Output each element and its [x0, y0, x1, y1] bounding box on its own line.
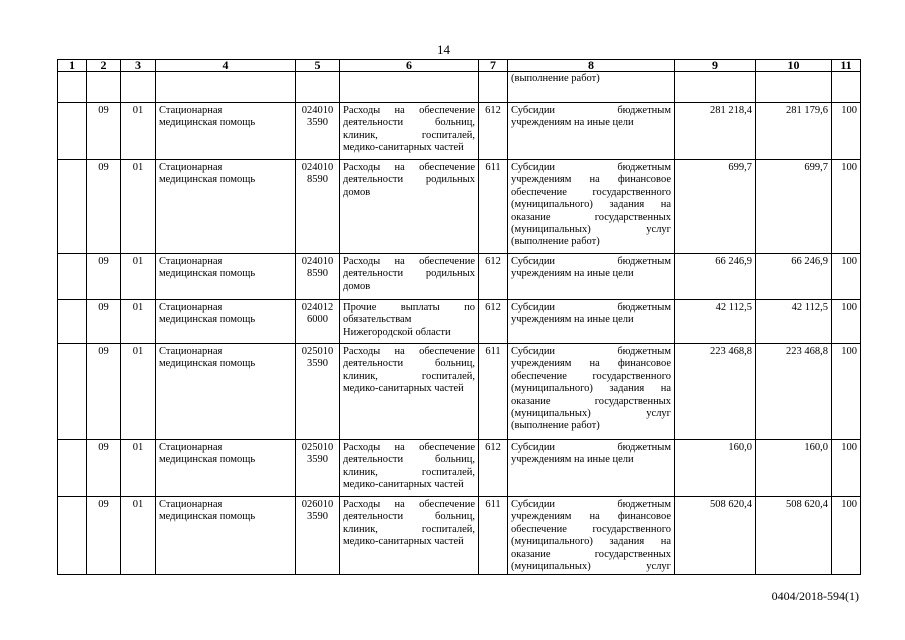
subsection-name — [156, 160, 296, 254]
word: обеспечение — [511, 523, 567, 535]
word: государственного — [592, 523, 671, 535]
word: (муниципальных) — [511, 408, 591, 420]
subsection-name — [156, 103, 296, 160]
text-line — [511, 314, 671, 326]
text-line — [343, 302, 475, 314]
expense-type-code: 611 — [479, 344, 508, 440]
text-line — [343, 314, 475, 326]
table-row — [58, 160, 861, 254]
word: родильных — [425, 268, 475, 280]
table-row — [58, 254, 861, 300]
expense-type-code: 612 — [479, 300, 508, 344]
execution-percent: 100 — [832, 300, 861, 344]
word: обеспечение — [419, 499, 475, 510]
target-article-code — [296, 160, 340, 254]
word: задания — [609, 383, 645, 395]
word: больниц, — [435, 117, 475, 129]
word: клиник, — [343, 129, 378, 141]
word: на — [660, 536, 671, 548]
table-row — [58, 440, 861, 497]
text-line: Стационарная — [159, 162, 223, 173]
text-line — [343, 268, 475, 280]
word: задания — [609, 199, 645, 211]
text-line — [343, 536, 475, 548]
text-line — [343, 454, 475, 466]
word: государственных — [594, 211, 671, 223]
text-line — [511, 117, 671, 129]
col1-cell — [58, 103, 87, 160]
subsection-code: 01 — [121, 344, 156, 440]
word: Субсидии — [511, 442, 556, 453]
text-line — [343, 142, 475, 154]
text-line: 025010 — [301, 442, 334, 453]
text-line — [343, 130, 475, 142]
word: Расходы — [343, 105, 381, 116]
text-line: 026010 — [301, 499, 334, 510]
executed-amount: 223 468,8 — [756, 344, 832, 440]
planned-amount: 66 246,9 — [675, 254, 756, 300]
word: клиник, — [343, 523, 378, 535]
subsection-code: 01 — [121, 160, 156, 254]
word: обеспечение — [419, 162, 475, 173]
text-line — [343, 187, 475, 199]
col1-cell — [58, 497, 87, 575]
word: на — [394, 499, 405, 510]
section-code: 09 — [87, 300, 121, 344]
text-line — [511, 420, 671, 432]
section-code: 09 — [87, 440, 121, 497]
text-line: Стационарная — [159, 346, 223, 357]
expense-type-name — [508, 344, 675, 440]
text-line — [511, 524, 671, 536]
word: государственных — [594, 395, 671, 407]
text-line: Стационарная — [159, 256, 223, 267]
text-line — [343, 479, 475, 491]
text-line — [511, 442, 671, 454]
word: госпиталей, — [421, 466, 475, 478]
word: медико-санитарных частей — [343, 142, 464, 154]
expense-type-code: 612 — [479, 254, 508, 300]
column-header: 2 — [87, 60, 121, 72]
table-row — [58, 300, 861, 344]
word: (муниципального) — [511, 383, 593, 395]
word: финансовое — [617, 358, 671, 370]
section-code: 09 — [87, 254, 121, 300]
column-header: 7 — [479, 60, 508, 72]
word: оказание — [511, 395, 551, 407]
planned-amount: 42 112,5 — [675, 300, 756, 344]
text-line: 024012 — [301, 302, 334, 313]
word: бюджетным — [617, 346, 671, 357]
expense-type-name — [508, 160, 675, 254]
expense-description — [340, 103, 479, 160]
table-row — [58, 497, 861, 575]
word: оказание — [511, 211, 551, 223]
execution-percent: 100 — [832, 103, 861, 160]
execution-percent: 100 — [832, 254, 861, 300]
word: деятельности — [343, 454, 404, 466]
word: на — [394, 442, 405, 453]
word: услуг — [646, 224, 671, 236]
text-line: Стационарная — [159, 499, 223, 510]
word: (муниципального) — [511, 199, 593, 211]
word: обеспечение — [419, 256, 475, 267]
text-line: медицинская помощь — [159, 268, 256, 280]
text-line — [343, 162, 475, 174]
target-article-code — [296, 300, 340, 344]
col1-cell — [58, 440, 87, 497]
text-line — [511, 346, 671, 358]
word: на — [589, 358, 600, 370]
column-header: 1 — [58, 60, 87, 72]
word: медико-санитарных частей — [343, 536, 464, 548]
word: деятельности — [343, 511, 404, 523]
word: больниц, — [435, 358, 475, 370]
expense-type-code: 612 — [479, 103, 508, 160]
text-line: Стационарная — [159, 105, 223, 116]
word: (муниципальных) — [511, 224, 591, 236]
text-line — [343, 358, 475, 370]
text-line — [343, 281, 475, 293]
word: Расходы — [343, 346, 381, 357]
word: на — [660, 383, 671, 395]
executed-amount: 281 179,6 — [756, 103, 832, 160]
planned-amount: 223 468,8 — [675, 344, 756, 440]
word: государственного — [592, 370, 671, 382]
word: государственных — [594, 548, 671, 560]
text-line: 024010 — [301, 105, 334, 116]
text-line — [511, 236, 671, 248]
text-line: 8590 — [307, 268, 328, 280]
word: деятельности — [343, 268, 404, 280]
word: клиник, — [343, 370, 378, 382]
word: бюджетным — [617, 302, 671, 313]
text-line: 024010 — [301, 256, 334, 267]
text-line — [343, 511, 475, 523]
word: медико-санитарных частей — [343, 383, 464, 395]
subsection-code: 01 — [121, 440, 156, 497]
word: родильных — [425, 174, 475, 186]
word: обеспечение — [419, 346, 475, 357]
word: по — [464, 302, 475, 313]
word: Расходы — [343, 256, 381, 267]
expense-description — [340, 440, 479, 497]
column-header: 6 — [340, 60, 479, 72]
expense-type-code: 612 — [479, 440, 508, 497]
word: задания — [609, 536, 645, 548]
expense-description — [340, 497, 479, 575]
planned-amount: 508 620,4 — [675, 497, 756, 575]
text-line: медицинская помощь — [159, 358, 256, 370]
subsection-name — [156, 497, 296, 575]
word: бюджетным — [617, 256, 671, 267]
word: на — [394, 346, 405, 357]
text-line — [511, 224, 671, 236]
table-body — [58, 72, 861, 575]
execution-percent: 100 — [832, 344, 861, 440]
text-line — [343, 174, 475, 186]
word: учреждениям — [511, 358, 572, 370]
execution-percent: 100 — [832, 160, 861, 254]
text-line — [343, 499, 475, 511]
text-line — [511, 268, 671, 280]
word: Субсидии — [511, 499, 556, 510]
word: услуг — [646, 561, 671, 573]
word: обеспечение — [511, 370, 567, 382]
column-header: 3 — [121, 60, 156, 72]
text-line — [343, 105, 475, 117]
word: обеспечение — [511, 186, 567, 198]
executed-amount: 42 112,5 — [756, 300, 832, 344]
continuation-text: (выполнение работ) — [508, 72, 675, 103]
text-line — [511, 256, 671, 268]
text-line: медицинская помощь — [159, 174, 256, 186]
word: Расходы — [343, 162, 381, 173]
word: больниц, — [435, 511, 475, 523]
executed-amount: 508 620,4 — [756, 497, 832, 575]
word: бюджетным — [617, 499, 671, 510]
planned-amount: 699,7 — [675, 160, 756, 254]
word: на — [394, 162, 405, 173]
word: выплаты — [400, 302, 440, 313]
word: государственного — [592, 186, 671, 198]
planned-amount: 281 218,4 — [675, 103, 756, 160]
expense-type-name — [508, 103, 675, 160]
text-line: 3590 — [307, 117, 328, 129]
text-line: медицинская помощь — [159, 454, 256, 466]
text-line: 025010 — [301, 346, 334, 357]
word: на — [589, 174, 600, 186]
text-line — [343, 371, 475, 383]
text-line: 3590 — [307, 511, 328, 523]
word: обязательствам — [343, 314, 412, 326]
word: на — [589, 511, 600, 523]
word: (выполнение работ) — [511, 236, 600, 248]
column-header: 10 — [756, 60, 832, 72]
col1-cell — [58, 344, 87, 440]
text-line — [511, 105, 671, 117]
word: услуг — [646, 408, 671, 420]
section-code: 09 — [87, 103, 121, 160]
table-row — [58, 344, 861, 440]
word: Субсидии — [511, 105, 556, 116]
page-number: 14 — [437, 42, 450, 57]
word: госпиталей, — [421, 523, 475, 535]
text-line — [511, 162, 671, 174]
expense-type-code: 611 — [479, 497, 508, 575]
text-line: 6000 — [307, 314, 328, 326]
subsection-code: 01 — [121, 254, 156, 300]
word: учреждениям на иные цели — [511, 454, 634, 466]
text-line: Стационарная — [159, 442, 223, 453]
text-line — [511, 174, 671, 186]
text-line — [511, 549, 671, 561]
text-line: медицинская помощь — [159, 117, 256, 129]
word: деятельности — [343, 117, 404, 129]
word: клиник, — [343, 466, 378, 478]
section-code: 09 — [87, 160, 121, 254]
word: (выполнение работ) — [511, 420, 600, 432]
col1-cell — [58, 254, 87, 300]
word: учреждениям — [511, 511, 572, 523]
expense-description — [340, 254, 479, 300]
text-line: 3590 — [307, 454, 328, 466]
word: на — [394, 256, 405, 267]
header-row — [58, 60, 861, 72]
budget-table — [57, 59, 861, 575]
execution-percent: 100 — [832, 497, 861, 575]
planned-amount: 160,0 — [675, 440, 756, 497]
col1-cell — [58, 300, 87, 344]
word: Субсидии — [511, 346, 556, 357]
text-line — [511, 396, 671, 408]
expense-type-name — [508, 440, 675, 497]
text-line — [343, 117, 475, 129]
word: учреждениям — [511, 174, 572, 186]
subsection-name — [156, 254, 296, 300]
text-line — [511, 371, 671, 383]
word: деятельности — [343, 174, 404, 186]
word: учреждениям на иные цели — [511, 268, 634, 280]
word: медико-санитарных частей — [343, 479, 464, 491]
word: Расходы — [343, 499, 381, 510]
column-header: 9 — [675, 60, 756, 72]
subsection-name — [156, 440, 296, 497]
text-line — [511, 408, 671, 420]
word: Субсидии — [511, 256, 556, 267]
text-line — [511, 187, 671, 199]
column-header: 5 — [296, 60, 340, 72]
word: домов — [343, 280, 371, 292]
word: оказание — [511, 548, 551, 560]
text-line — [511, 561, 671, 573]
text-line — [511, 511, 671, 523]
word: бюджетным — [617, 442, 671, 453]
text-line: 8590 — [307, 174, 328, 186]
word: Нижегородской области — [343, 326, 451, 338]
text-line — [511, 499, 671, 511]
subsection-name — [156, 300, 296, 344]
column-header: 4 — [156, 60, 296, 72]
text-line — [343, 442, 475, 454]
text-line — [343, 256, 475, 268]
word: больниц, — [435, 454, 475, 466]
executed-amount: 699,7 — [756, 160, 832, 254]
expense-type-name — [508, 497, 675, 575]
column-header: 11 — [832, 60, 861, 72]
word: Субсидии — [511, 162, 556, 173]
text-line — [511, 212, 671, 224]
column-header: 8 — [508, 60, 675, 72]
expense-description — [340, 344, 479, 440]
target-article-code — [296, 103, 340, 160]
word: Субсидии — [511, 302, 556, 313]
word: обеспечение — [419, 105, 475, 116]
subsection-code: 01 — [121, 497, 156, 575]
text-line — [343, 327, 475, 339]
word: на — [660, 199, 671, 211]
word: Прочие — [343, 302, 377, 313]
text-line — [511, 536, 671, 548]
word: на — [394, 105, 405, 116]
word: финансовое — [617, 511, 671, 523]
text-line — [511, 199, 671, 211]
target-article-code — [296, 344, 340, 440]
word: учреждениям на иные цели — [511, 117, 634, 129]
target-article-code — [296, 440, 340, 497]
text-line — [511, 302, 671, 314]
subsection-name — [156, 344, 296, 440]
executed-amount: 160,0 — [756, 440, 832, 497]
target-article-code — [296, 254, 340, 300]
expense-type-code: 611 — [479, 160, 508, 254]
word: финансовое — [617, 174, 671, 186]
word: деятельности — [343, 358, 404, 370]
word: бюджетным — [617, 105, 671, 116]
col1-cell — [58, 160, 87, 254]
expense-description — [340, 160, 479, 254]
text-line: медицинская помощь — [159, 511, 256, 523]
text-line: 3590 — [307, 358, 328, 370]
text-line: 024010 — [301, 162, 334, 173]
subsection-code: 01 — [121, 300, 156, 344]
executed-amount: 66 246,9 — [756, 254, 832, 300]
word: госпиталей, — [421, 129, 475, 141]
text-line — [343, 467, 475, 479]
text-line: Стационарная — [159, 302, 223, 313]
text-line — [511, 383, 671, 395]
execution-percent: 100 — [832, 440, 861, 497]
word: учреждениям на иные цели — [511, 314, 634, 326]
expense-description — [340, 300, 479, 344]
word: бюджетным — [617, 162, 671, 173]
table-row — [58, 103, 861, 160]
text-line — [511, 358, 671, 370]
text-line — [343, 524, 475, 536]
word: госпиталей, — [421, 370, 475, 382]
expense-type-name — [508, 254, 675, 300]
expense-type-name — [508, 300, 675, 344]
text-line — [343, 346, 475, 358]
document-code: 0404/2018-594(1) — [771, 589, 859, 603]
section-code: 09 — [87, 344, 121, 440]
text-line: медицинская помощь — [159, 314, 256, 326]
continuation-row — [58, 72, 861, 103]
subsection-code: 01 — [121, 103, 156, 160]
word: (муниципального) — [511, 536, 593, 548]
word: Расходы — [343, 442, 381, 453]
word: обеспечение — [419, 442, 475, 453]
text-line — [343, 383, 475, 395]
text-line — [511, 454, 671, 466]
word: домов — [343, 186, 371, 198]
word: (муниципальных) — [511, 561, 591, 573]
target-article-code — [296, 497, 340, 575]
section-code: 09 — [87, 497, 121, 575]
